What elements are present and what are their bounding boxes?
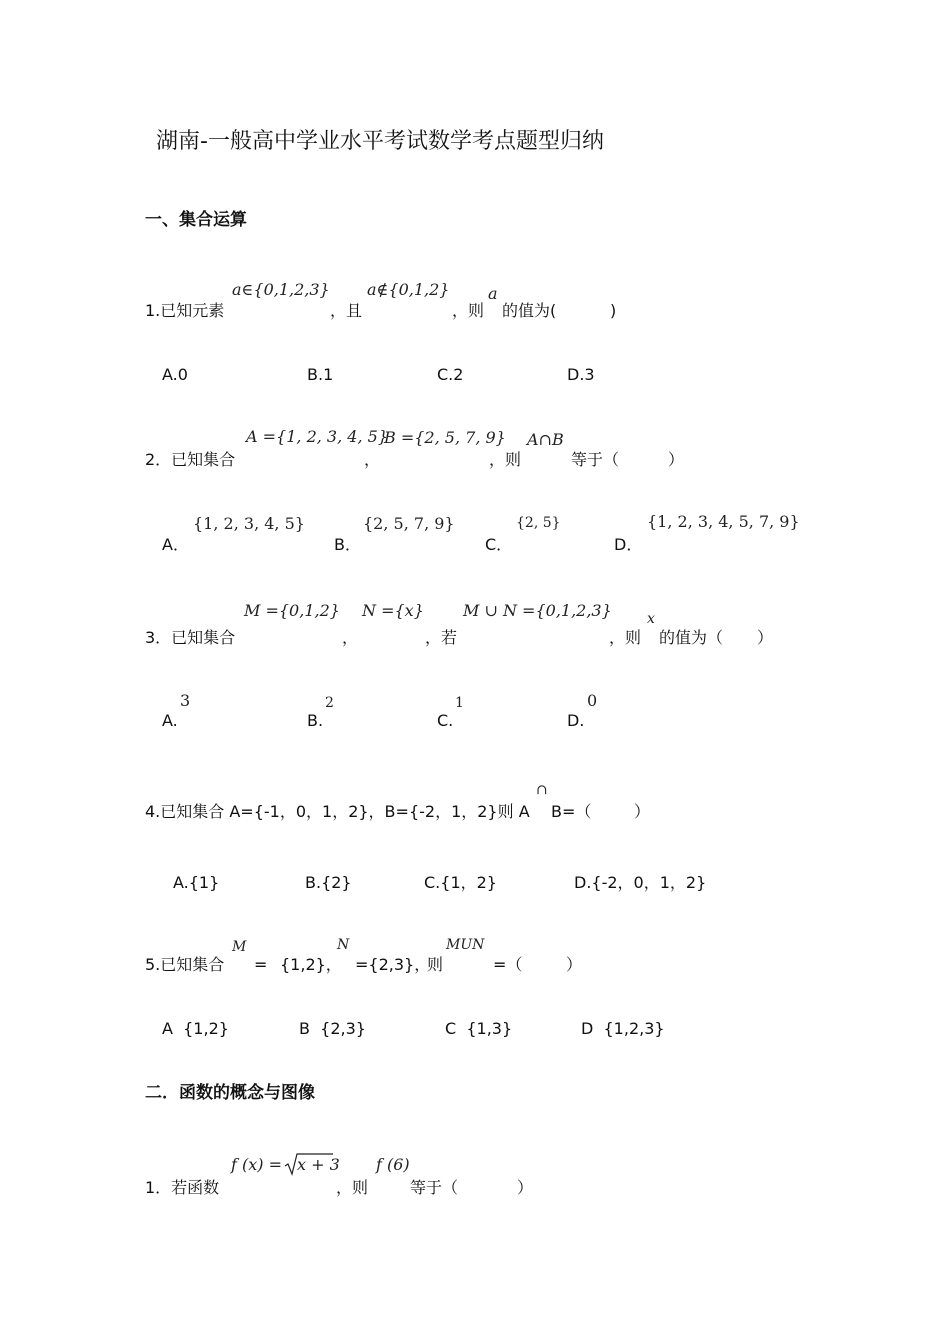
choice-c: C {1,3} [445,1019,513,1038]
math-expression: x + 3 [297,1155,340,1174]
math-symbol: ∩ [536,782,548,798]
math-expression: B ={2, 5, 7, 9} [384,428,506,447]
question-text: ，则 [489,450,522,469]
math-variable: M [232,939,247,955]
question-text: ，则 [336,1178,369,1197]
choice-d: D.3 [567,365,595,384]
choice-math: {2, 5, 7, 9} [363,514,455,533]
math-expression: A∩B [527,430,564,449]
math-expression: A ={1, 2, 3, 4, 5} [246,427,388,446]
question-text: 的值为（ [659,628,724,647]
question-text: 3．已知集合 [145,628,236,647]
choice-math: {2, 5} [516,515,561,531]
choice-a: A {1,2} [162,1019,229,1038]
choice-d: D. [567,711,585,730]
question-text: ） [517,1178,534,1197]
choice-math: 2 [325,695,334,711]
math-expression: M ∪ N ={0,1,2,3} [463,601,612,620]
question-text: 等于（ [571,450,620,469]
question-text: 2．已知集合 [145,450,236,469]
choice-d: D． [614,535,643,554]
choice-c: C.{1，2} [424,873,497,892]
question-text: = [254,955,268,974]
question-text: ） [566,955,583,974]
question-text: 则 [427,955,444,974]
question-text: {1,2}， [280,955,342,974]
page-title: 湖南-一般高中学业水平考试数学考点题型归纳 [156,129,604,154]
section-heading: 二．函数的概念与图像 [145,1083,315,1103]
question-text: ，且 [330,301,363,320]
question-text: ) [610,301,617,320]
choice-math: {1, 2, 3, 4, 5} [193,514,305,533]
question-text: ， [342,628,359,647]
choice-a: A.0 [162,365,188,384]
choice-b: B {2,3} [299,1019,366,1038]
question-text: 1.已知元素 [145,301,225,320]
question-text: ） [757,628,774,647]
choice-d: D.{-2，0，1，2} [574,873,707,892]
choice-math: {1, 2, 3, 4, 5, 7, 9} [647,512,800,531]
math-expression: N ={x} [362,601,424,620]
choice-b: B． [334,535,361,554]
choice-a: A.{1} [173,873,220,892]
section-heading: 一、集合运算 [145,210,247,230]
choice-b: B. [307,711,324,730]
question-text: ，若 [425,628,458,647]
math-variable: x [647,611,655,627]
math-expression: a∉{0,1,2} [367,280,450,299]
choice-b: B.1 [307,365,334,384]
question-text: B=（ [551,802,592,821]
question-text: 等于（ [410,1178,459,1197]
math-expression: MUN [446,937,485,953]
question-text: ={2,3}， [355,955,431,974]
choice-math: 0 [587,691,598,710]
choice-math: 1 [455,695,464,711]
choice-b: B.{2} [305,873,352,892]
math-variable: a [488,284,498,303]
question-text: ） [668,450,685,469]
math-expression: a∈{0,1,2,3} [232,280,330,299]
math-variable: N [337,937,350,953]
question-text: 4.已知集合 A={-1，0，1，2}，B={-2，1，2}则 A [145,802,530,821]
choice-math: 3 [180,691,191,710]
question-text: 1．若函数 [145,1178,220,1197]
question-text: 的值为( [502,301,557,320]
math-expression: f (6) [376,1155,410,1174]
question-text: =（ [493,955,523,974]
question-text: ） [634,802,651,821]
question-text: ， [364,450,381,469]
choice-a: A. [162,711,178,730]
choice-d: D {1,2,3} [581,1019,665,1038]
choice-c: C.2 [437,365,464,384]
math-expression: f (x) = [231,1155,283,1174]
choice-c: C． [485,535,513,554]
question-text: ，则 [452,301,485,320]
choice-a: A． [162,535,189,554]
math-expression: M ={0,1,2} [244,601,340,620]
question-text: 5.已知集合 [145,955,225,974]
question-text: ，则 [609,628,642,647]
choice-c: C. [437,711,454,730]
